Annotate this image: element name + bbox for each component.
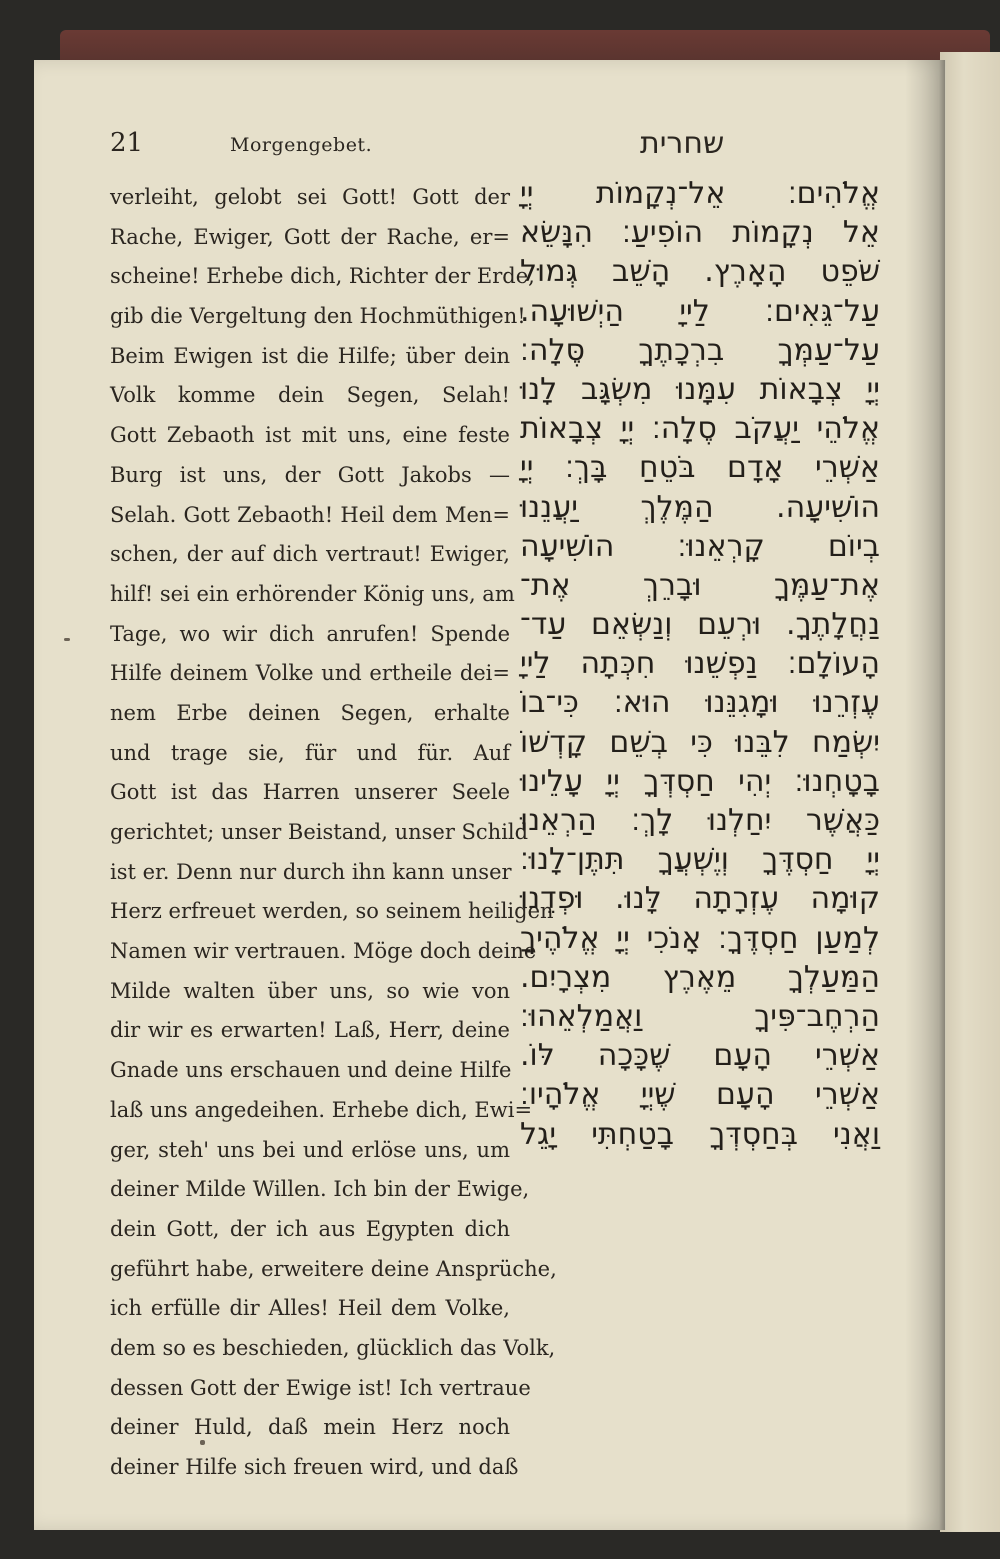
hebrew-text-line: בָטָחְנוּ׃ יְהִי חַסְדְּךָ יְיָ עָלֵינוּ	[520, 763, 880, 799]
hebrew-text-line: אֱלֹהִים׃ אֵל־נְקָמוֹת יְיָ	[520, 176, 880, 211]
page-number: 21	[110, 128, 144, 158]
german-text-line: schen, der auf dich vertraut! Ewiger,	[110, 542, 510, 567]
hebrew-text-line: עַל־גֵּאִים׃ לַייָ הַיְשׁוּעָה.	[520, 293, 880, 329]
hebrew-text-line: בְיוֹם קָרְאֵנוּ׃ הוֹשִׁיעָה	[520, 528, 880, 564]
german-text-line: ist er. Denn nur durch ihn kann unser	[110, 859, 512, 884]
hebrew-text-line: יְיָ צְבָאוֹת עִמָּנוּ מִשְׂגָּב לָנוּ	[520, 371, 880, 407]
german-text-line: geführt habe, erweitere deine Ansprüche,	[110, 1256, 557, 1281]
german-text-line: deiner Huld, daß mein Herz noch	[110, 1415, 510, 1440]
german-text-line: Tage, wo wir dich anrufen! Spende	[110, 621, 510, 646]
german-text-line: und trage sie, für und für. Auf	[110, 740, 510, 765]
german-text-line: Rache, Ewiger, Gott der Rache, er=	[110, 224, 510, 249]
german-text-line: dem so es beschieden, glücklich das Volk,	[110, 1335, 556, 1360]
german-text-line: deiner Hilfe sich freuen wird, und daß	[110, 1455, 519, 1479]
german-text-line: gib die Vergeltung den Hochmüthigen!	[110, 304, 526, 329]
german-text-line: laß uns angedeihen. Erhebe dich, Ewi=	[110, 1097, 533, 1122]
hebrew-text-line: אֶת־עַמֶּךָ וּבָרֵךְ אֶת־	[520, 567, 880, 603]
german-text-line: Milde walten über uns, so wie von	[110, 978, 510, 1003]
german-text-line: hilf! sei ein erhörender König uns, am	[110, 581, 515, 606]
hebrew-text-line: הַרְחֶב־פִּיךָ וַאֲמַלְאֵהוּ׃	[520, 998, 880, 1034]
german-text-line: Volk komme dein Segen, Selah!	[110, 383, 510, 408]
hebrew-text-line: כַּאֲשֶׁר יִחַלְנוּ לָךְ׃ הַרְאֵנוּ	[520, 803, 880, 838]
german-text-line: deiner Milde Willen. Ich bin der Ewige,	[110, 1177, 530, 1202]
facing-page-edge	[940, 52, 1000, 1532]
hebrew-text-line: אֱלֹהֵי יַעֲקֹב סֶלָה׃ יְיָ צְבָאוֹת	[520, 411, 880, 447]
german-text-line: scheine! Erhebe dich, Richter der Erde,	[110, 264, 535, 289]
german-text-line: ich erfülle dir Alles! Heil dem Volke,	[110, 1296, 510, 1321]
hebrew-text-line: הָעוֹלָם׃ נַפְשֵׁנוּ חִכְּתָה לַייָ	[520, 646, 880, 682]
hebrew-running-title: שחרית	[640, 126, 725, 161]
hebrew-text-line: קוּמָה עֶזְרָתָה לָּנוּ. וּפְדֵנוּ	[520, 881, 880, 917]
hebrew-text-line: לְמַעַן חַסְדֶּךָ׃ אָנֹכִי יְיָ אֱלֹהֶיךָ	[520, 920, 880, 956]
hebrew-text-line: נַחֲלָתֶךָ. וּרְעֵם וְנַשְּׂאֵם עַד־	[520, 607, 880, 643]
german-text-line: gerichtet; unser Beistand, unser Schild	[110, 820, 529, 844]
hebrew-text-line: אַשְׁרֵי הָעָם שֶׁכָּכָה לּוֹ.	[520, 1038, 880, 1074]
german-text-line: dir wir es erwarten! Laß, Herr, deine	[110, 1018, 510, 1043]
german-text-line: Gnade uns erschauen und deine Hilfe	[110, 1058, 512, 1083]
german-text-line: Hilfe deinem Volke und ertheile dei=	[110, 661, 510, 686]
german-text-line: Herz erfreuet werden, so seinem heiligen	[110, 899, 554, 924]
hebrew-text-line: הוֹשִׁיעָה. הַמֶּלֶךְ יַעֲנֵנוּ	[520, 489, 880, 525]
hebrew-text-line: עַל־עַמְּךָ בִרְכָתֶךָ סֶּלָה׃	[520, 332, 880, 368]
german-text-line: ger, steh' uns bei und erlöse uns, um	[110, 1137, 510, 1162]
hebrew-text-line: עֶזְרֵנוּ וּמָגִנֵּנוּ הוּא׃ כִּי־בוֹ	[520, 685, 880, 721]
german-text-line: verleiht, gelobt sei Gott! Gott der	[110, 185, 510, 209]
german-text-line: Gott Zebaoth ist mit uns, eine feste	[110, 423, 510, 448]
german-text-line: Burg ist uns, der Gott Jakobs —	[110, 462, 510, 487]
page-speck	[64, 638, 70, 641]
german-text-line: dessen Gott der Ewige ist! Ich vertraue	[110, 1375, 531, 1400]
german-text-column	[110, 178, 557, 1488]
page-gutter-shadow	[905, 60, 945, 1530]
hebrew-text-line: אַשְׁרֵי אָדָם בֹּטֵחַ בָּךְ׃ יְיָ	[520, 450, 880, 486]
hebrew-text-line: יְיָ חַסְדֶּךָ וְיֶשְׁעֲךָ תִּתֶּן־לָנוּ׃	[520, 842, 880, 878]
german-text-line: Selah. Gott Zebaoth! Heil dem Men=	[110, 502, 510, 527]
german-text-line: dein Gott, der ich aus Egypten dich	[110, 1216, 510, 1241]
hebrew-text-line: וַאֲנִי בְּחַסְדְּךָ בָטַחְתִּי יָגֵל	[520, 1116, 880, 1152]
page-header	[110, 128, 410, 168]
german-text-line: Beim Ewigen ist die Hilfe; über dein	[110, 343, 510, 368]
german-text-line: Gott ist das Harren unserer Seele	[110, 780, 510, 805]
hebrew-text-line: אֵל נְקָמוֹת הוֹפִיעַ׃ הִנָּשֵׂא	[520, 215, 880, 251]
hebrew-text-line: יִשְׂמַח לִבֵּנוּ כִּי בְשֵׁם קָדְשׁוֹ	[520, 724, 880, 760]
hebrew-text-column	[520, 174, 880, 1154]
german-text-line: nem Erbe deinen Segen, erhalte	[110, 700, 510, 725]
page-speck	[200, 1440, 205, 1445]
german-text-line: Namen wir vertrauen. Möge doch deine	[110, 939, 537, 964]
hebrew-text-line: הַמַּעַלְךָ מֵאֶרֶץ מִצְרָיִם.	[520, 959, 880, 995]
running-title: Morgengebet.	[230, 134, 373, 156]
hebrew-text-line: שֹׁפֵט הָאָרֶץ. הָשֵׁב גְּמוּל	[520, 254, 880, 290]
hebrew-text-line: אַשְׁרֵי הָעָם שֶׁיְיָ אֱלֹהָיו׃	[520, 1077, 880, 1113]
